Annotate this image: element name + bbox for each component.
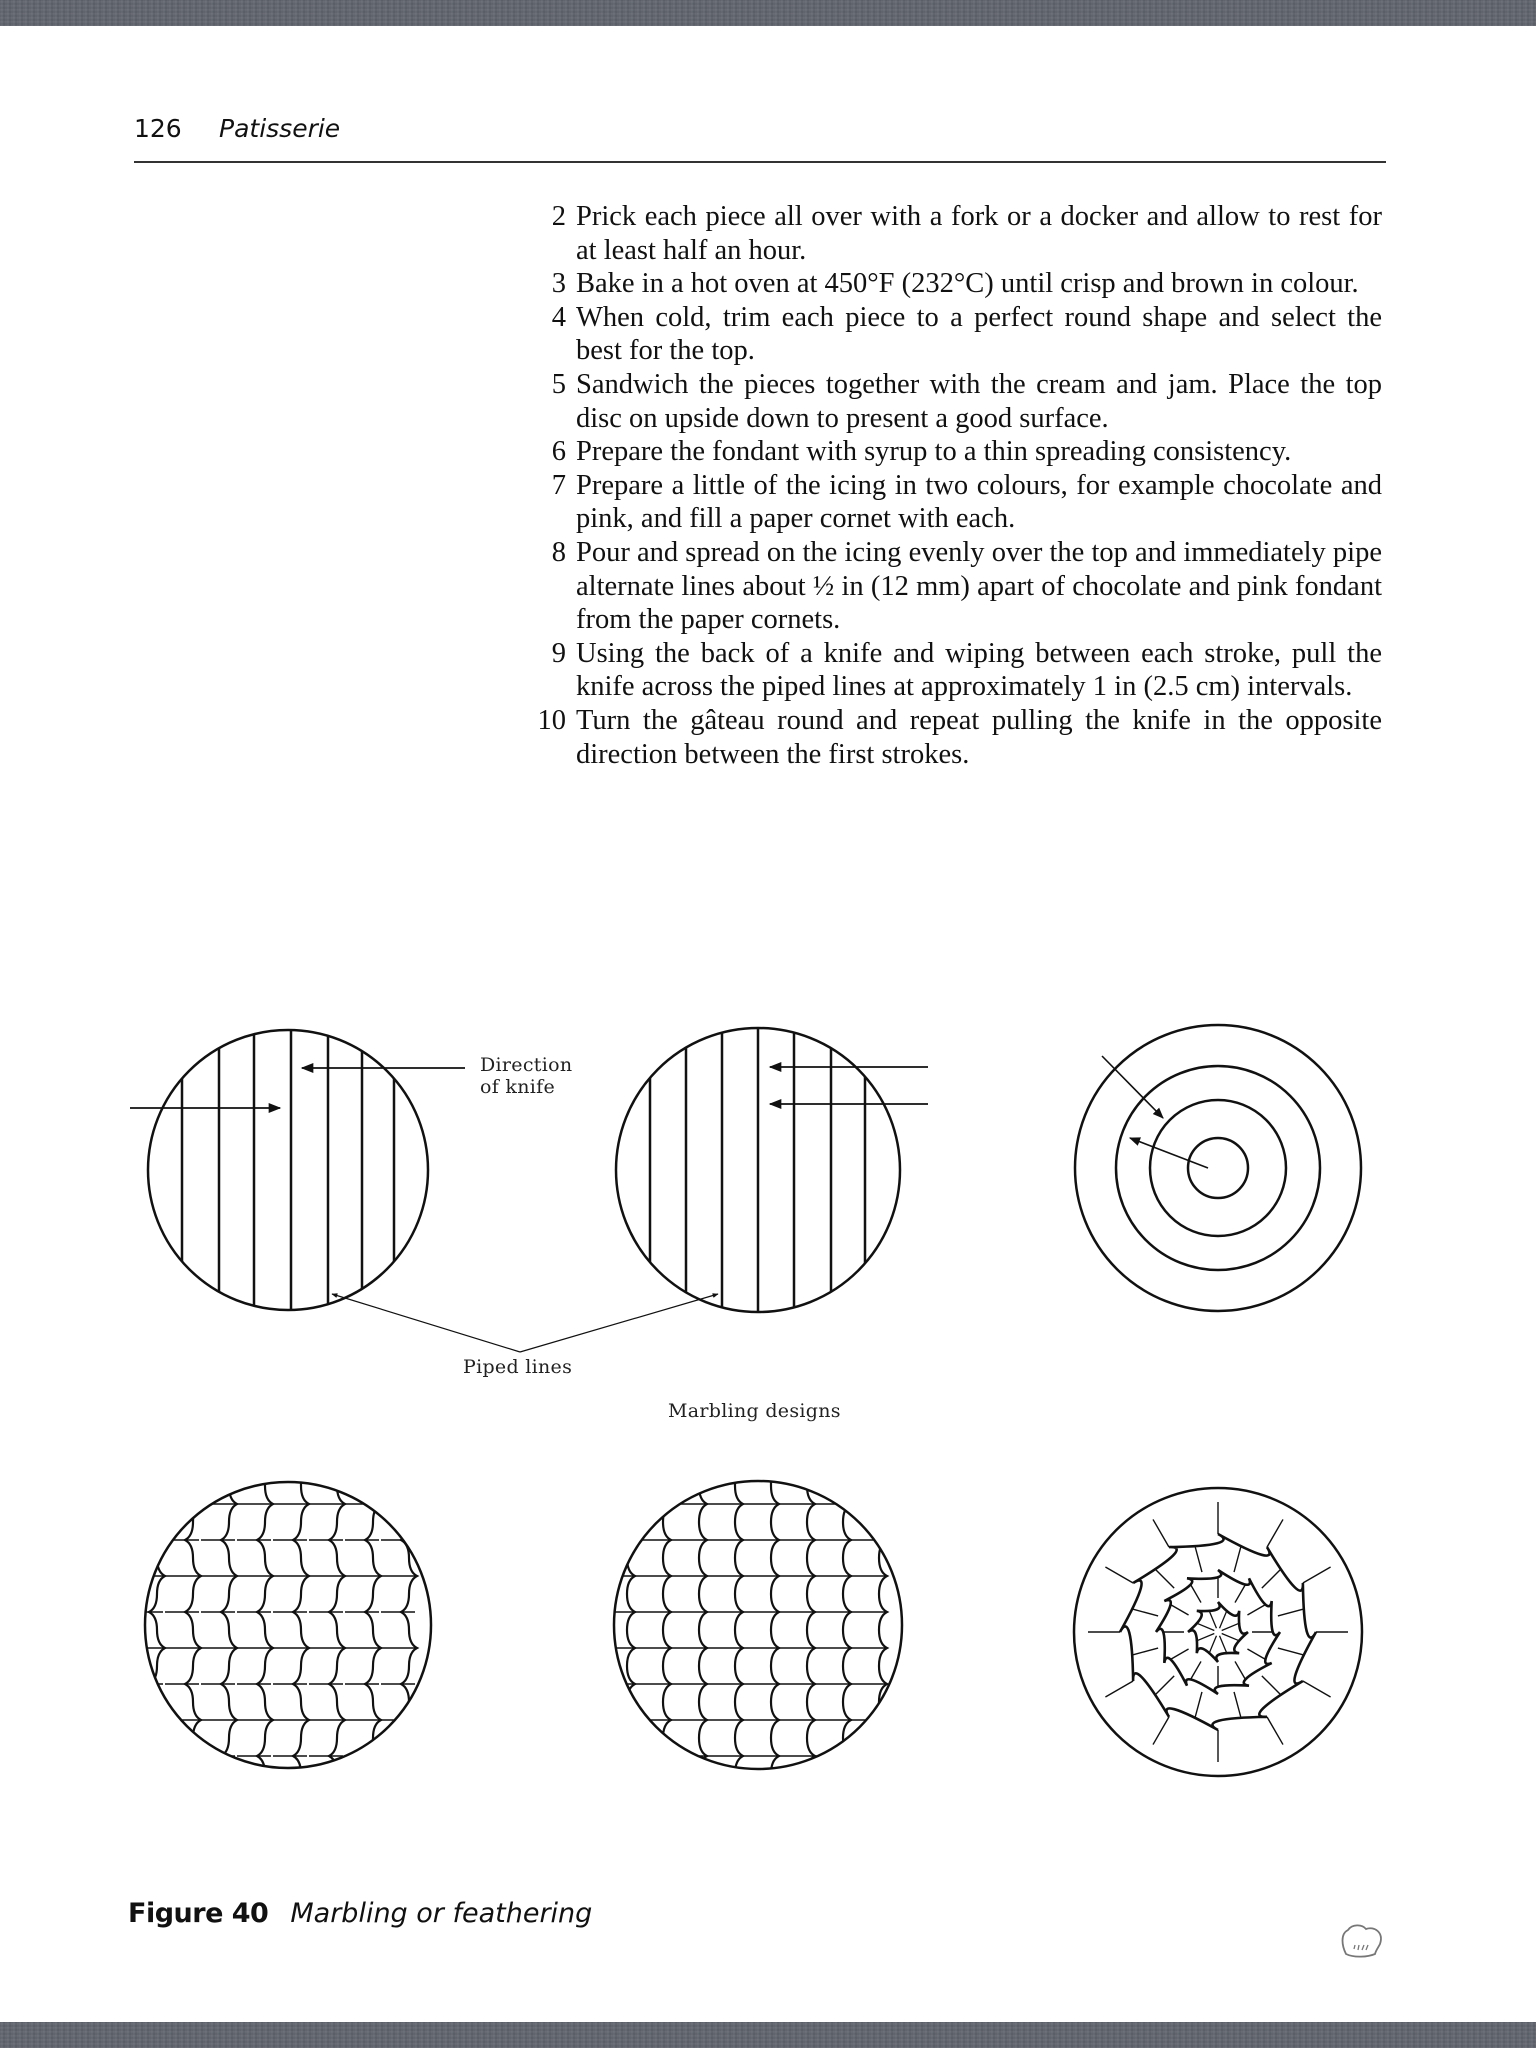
- radial-stroke: [1278, 1609, 1303, 1616]
- knife-arrow-inward: [1102, 1056, 1163, 1118]
- piped-lines-label: Piped lines: [463, 1356, 573, 1378]
- radial-stroke: [1267, 1717, 1283, 1745]
- radial-stroke: [1303, 1681, 1331, 1697]
- radial-stroke: [1262, 1570, 1280, 1588]
- step-number: 6: [551, 436, 566, 468]
- radial-stroke: [1153, 1519, 1169, 1547]
- step-text: Prick each piece all over with a fork or a docker and allow to rest for at least half an hour.: [576, 201, 1382, 266]
- feathered-line: [257, 1465, 273, 1795]
- figure-number: Figure 40: [128, 1898, 269, 1929]
- feathered-line: [401, 1465, 417, 1795]
- step-text: Sandwich the pieces together with the cream and jam. Place the top disc on upside down to present a good surface.: [576, 368, 1382, 434]
- marbling-designs-label: Marbling designs: [668, 1400, 841, 1422]
- radial-stroke: [1153, 1717, 1169, 1745]
- book-title: Patisserie: [219, 114, 341, 143]
- feathered-line: [329, 1465, 345, 1795]
- figure-caption: [128, 1898, 592, 1929]
- feathered-line: [149, 1465, 165, 1795]
- feathered-line: [807, 1465, 815, 1795]
- radial-stroke: [1105, 1567, 1133, 1583]
- radial-stroke: [1156, 1570, 1174, 1588]
- chef-hat-icon: [1340, 1922, 1388, 1962]
- diagram-straight-lines-1: [130, 1000, 465, 1340]
- radial-stroke: [1235, 1585, 1245, 1602]
- radial-stroke: [1209, 1636, 1217, 1654]
- diagram-feathered-web: [1074, 1488, 1362, 1776]
- cake-outline: [148, 1030, 428, 1310]
- radial-stroke: [1105, 1681, 1133, 1697]
- radial-stroke: [1247, 1605, 1264, 1615]
- radial-stroke: [1133, 1609, 1158, 1616]
- step-text: Pour and spread on the icing evenly over the top and immediately pipe alternate lines about ½ in (12 mm) apart of chocolate and pink fondant from the paper cornets.: [576, 536, 1382, 636]
- web-ring: [1188, 1602, 1248, 1662]
- step-number: 9: [551, 637, 566, 669]
- diagram-straight-lines-2: [616, 1000, 928, 1340]
- step-text: When cold, trim each piece to a perfect round shape and select the best for the top.: [576, 301, 1382, 367]
- label-line: Direction: [480, 1054, 573, 1076]
- radial-stroke: [1133, 1648, 1158, 1655]
- radial-stroke: [1235, 1661, 1245, 1678]
- radial-stroke: [1220, 1610, 1228, 1628]
- bottom-bar: [0, 2022, 1536, 2048]
- radial-stroke: [1234, 1547, 1241, 1572]
- feathered-line: [627, 1465, 635, 1795]
- direction-of-knife-label: [480, 1054, 572, 1098]
- radial-stroke: [1191, 1661, 1201, 1678]
- diagram-feathered-one-way: [599, 1465, 902, 1795]
- step-number: 10: [537, 704, 566, 736]
- figure-title: Marbling or feathering: [290, 1898, 593, 1929]
- step-number: 7: [551, 469, 566, 501]
- feathered-line: [221, 1465, 237, 1795]
- radial-stroke: [1196, 1634, 1214, 1642]
- radial-stroke: [1247, 1649, 1264, 1659]
- radial-stroke: [1195, 1692, 1202, 1717]
- knife-arrow-outward: [1130, 1138, 1208, 1168]
- radial-stroke: [1171, 1649, 1188, 1659]
- radial-stroke: [1278, 1648, 1303, 1655]
- feathered-line: [699, 1465, 707, 1795]
- step-text: Bake in a hot oven at 450°F (232°C) until crisp and brown in colour.: [576, 268, 1359, 300]
- radial-stroke: [1156, 1676, 1174, 1694]
- piped-lines-leaders: [332, 1294, 718, 1352]
- radial-stroke: [1222, 1634, 1240, 1642]
- step-number: 5: [551, 368, 566, 400]
- diagram-concentric-circles: [1075, 1025, 1361, 1311]
- radial-stroke: [1267, 1519, 1283, 1547]
- label-line: of knife: [480, 1076, 556, 1098]
- radial-stroke: [1209, 1610, 1217, 1628]
- step-text: Using the back of a knife and wiping between each stroke, pull the knife across the piped lines at approximately 1 in (2.5 cm) intervals.: [576, 637, 1382, 703]
- feathered-line: [735, 1465, 743, 1795]
- step-text: Prepare the fondant with syrup to a thin spreading consistency.: [576, 436, 1292, 468]
- step-number: 3: [551, 268, 566, 300]
- radial-stroke: [1196, 1623, 1214, 1631]
- radial-stroke: [1303, 1567, 1331, 1583]
- radial-stroke: [1195, 1547, 1202, 1572]
- radial-stroke: [1234, 1692, 1241, 1717]
- step-number: 8: [551, 536, 566, 568]
- radial-stroke: [1191, 1585, 1201, 1602]
- radial-stroke: [1222, 1623, 1240, 1631]
- step-text: Prepare a little of the icing in two colours, for example chocolate and pink, and fill a paper cornet with each.: [576, 469, 1382, 535]
- radial-stroke: [1220, 1636, 1228, 1654]
- step-text: Turn the gâteau round and repeat pulling the knife in the opposite direction between the first strokes.: [576, 704, 1382, 770]
- feathered-line: [293, 1465, 309, 1795]
- page-number: 126: [134, 114, 182, 143]
- web-ring: [1120, 1534, 1316, 1730]
- radial-stroke: [1262, 1676, 1280, 1694]
- diagram-feathered-alternating: [129, 1465, 431, 1795]
- feathered-line: [771, 1465, 779, 1795]
- feathered-line: [879, 1465, 887, 1795]
- radial-stroke: [1171, 1605, 1188, 1615]
- step-number: 4: [551, 301, 566, 333]
- step-number: 2: [551, 201, 566, 232]
